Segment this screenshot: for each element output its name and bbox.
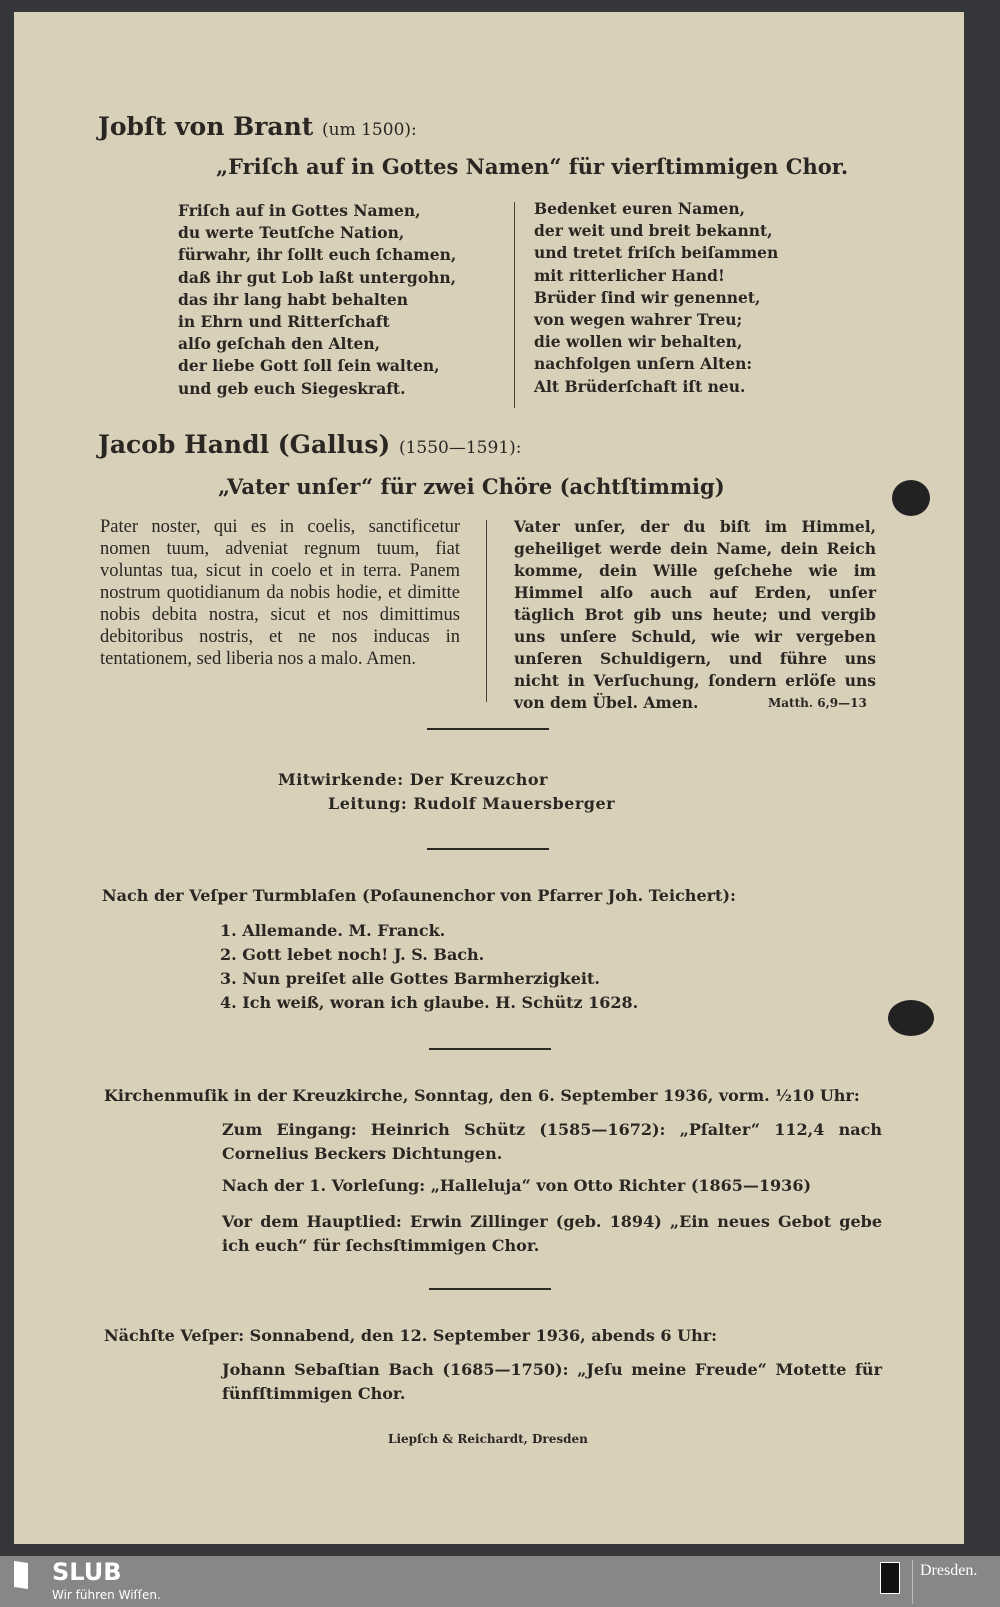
next-item: Johann Sebaſtian Bach (1685—1750): „Jeſu meine Freude“ Motette für fünfſtimmigen Chor. xyxy=(222,1360,882,1403)
composer-heading-handl xyxy=(98,430,522,459)
verse-line: von wegen wahrer Treu; xyxy=(534,310,743,330)
credits-performers: Mitwirkende: Der Kreuzchor xyxy=(278,770,548,789)
verse-line: Alt Brüderſchaft iſt neu. xyxy=(534,376,746,396)
divider xyxy=(429,1048,551,1050)
verse-line: und tretet friſch beiſammen xyxy=(534,243,779,263)
printer-imprint: Liepſch & Reichardt, Dresden xyxy=(388,1432,588,1446)
dresden-logo[interactable]: Dresden. xyxy=(920,1562,978,1579)
divider xyxy=(427,728,549,730)
verse-line: Friſch auf in Gottes Namen, xyxy=(178,201,421,220)
bible-reference: Matth. 6,9—13 xyxy=(768,696,867,710)
footer-divider xyxy=(912,1560,913,1604)
next-heading: Nächſte Veſper: Sonnabend, den 12. September 1936, abends 6 Uhr: xyxy=(104,1326,718,1345)
church-item: Zum Eingang: Heinrich Schütz (1585—1672): „Pſalter“ 112,4 nach Cornelius Beckers Dichtungen. xyxy=(222,1120,882,1163)
tower-item: 2. Gott lebet noch! J. S. Bach. xyxy=(220,945,485,964)
verse-right xyxy=(534,198,778,398)
dresden-coat-of-arms-icon xyxy=(880,1562,900,1594)
composer-name: Jacob Handl (Gallus) xyxy=(98,430,391,459)
verse-line: mit ritterlicher Hand! xyxy=(534,265,725,285)
verse-line: Brüder ſind wir genennet, xyxy=(534,287,761,307)
verse-line: der liebe Gott ſoll ſein walten, xyxy=(178,356,440,376)
slub-logo[interactable]: SLUB xyxy=(52,1558,122,1586)
punch-hole xyxy=(888,1000,934,1036)
verse-line: nachfolgen unſern Alten: xyxy=(534,354,753,374)
piece-title: „Friſch auf in Gottes Namen“ für vierſtimmigen Chor. xyxy=(216,154,849,179)
tower-heading: Nach der Veſper Turmblaſen (Poſaunenchor von Pfarrer Joh. Teichert): xyxy=(102,886,736,905)
composer-dates: (um 1500): xyxy=(322,120,417,140)
church-heading: Kirchenmuſik in der Kreuzkirche, Sonntag, den 6. September 1936, vorm. ½10 Uhr: xyxy=(104,1086,860,1105)
verse-line: und geb euch Siegeskraft. xyxy=(178,378,406,398)
piece-title: „Vater unſer“ für zwei Chöre (achtſtimmig) xyxy=(218,474,725,499)
credits-conductor: Leitung: Rudolf Mauersberger xyxy=(328,794,616,813)
verse-line: Bedenket euren Namen, xyxy=(534,199,746,218)
book-icon xyxy=(14,1561,28,1589)
verse-line: fürwahr, ihr ſollt euch ſchamen, xyxy=(178,245,457,265)
verse-line: daß ihr gut Lob laßt untergohn, xyxy=(178,267,457,287)
composer-heading-brant xyxy=(98,112,417,141)
slub-tagline: Wir führen Wiſſen. xyxy=(52,1588,161,1602)
verse-line: das ihr lang habt behalten xyxy=(178,289,409,309)
column-divider xyxy=(514,202,515,408)
tower-item: 4. Ich weiß, woran ich glaube. H. Schütz 1628. xyxy=(220,993,639,1012)
verse-line: du werte Teutſche Nation, xyxy=(178,223,405,243)
german-text: Vater unſer, der du biſt im Himmel, geheiliget werde dein Name, dein Reich komme, dein Wille geſchehe wie im Himmel alſo auch auf Erden, unſer täglich Brot gib uns heute; und vergib uns unſere Schuld, wie wir vergeben unſeren Schuldigern, und führe uns nicht in Verſuchung, ſondern erlöſe uns von dem Übel. Amen. xyxy=(514,517,876,712)
scanned-page xyxy=(14,12,964,1544)
composer-dates: (1550—1591): xyxy=(398,438,522,458)
verse-left xyxy=(178,200,456,400)
tower-item: 1. Allemande. M. Franck. xyxy=(220,921,446,940)
church-item: Nach der 1. Vorleſung: „Halleluja“ von Otto Richter (1865—1936) xyxy=(222,1176,812,1195)
verse-line: die wollen wir behalten, xyxy=(534,332,743,352)
punch-hole xyxy=(892,480,930,516)
divider xyxy=(427,848,549,850)
column-divider xyxy=(486,520,487,702)
verse-line: alſo geſchah den Alten, xyxy=(178,334,381,354)
church-item: Vor dem Hauptlied: Erwin Zillinger (geb. 1894) „Ein neues Gebot gebe ich euch“ für ſechsſtimmigen Chor. xyxy=(222,1212,882,1255)
divider xyxy=(429,1288,551,1290)
latin-text: Pater noster, qui es in coelis, sanctificetur nomen tuum, adveniat regnum tuum, fiat voluntas tua, sicut in coelo et in terra. Panem nostrum quotidianum da nobis hodie, et dimitte nobis debita nostra, sicut et nos dimittimus debitoribus nostris, et ne nos inducas in tentationem, sed liberia nos a malo. Amen. xyxy=(100,517,460,669)
verse-line: der weit und breit bekannt, xyxy=(534,221,773,241)
footer-bar xyxy=(0,1556,1000,1607)
tower-item: 3. Nun preiſet alle Gottes Barmherzigkeit. xyxy=(220,969,600,988)
composer-name: Jobſt von Brant xyxy=(98,112,314,141)
verse-line: in Ehrn und Ritterſchaft xyxy=(178,312,390,332)
